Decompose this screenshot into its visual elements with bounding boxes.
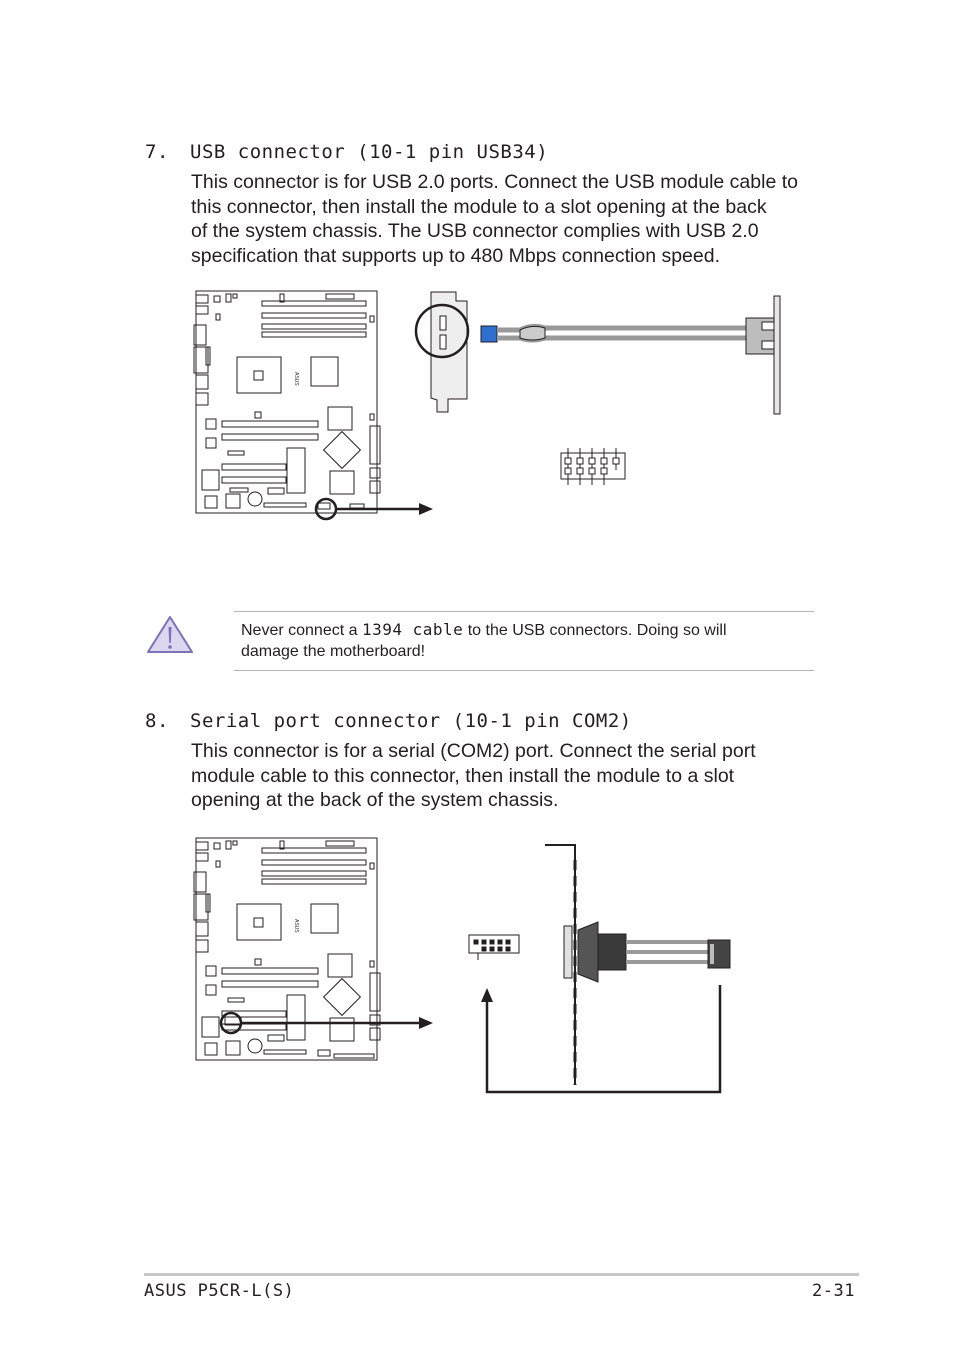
section-8-line: opening at the back of the system chassis. (191, 789, 559, 811)
svg-text:ASUS: ASUS (293, 919, 299, 933)
section-8-title: Serial port connector (10-1 pin COM2) (190, 710, 632, 732)
caution-text: Never connect a (241, 622, 362, 639)
section-7-line: This connector is for USB 2.0 ports. Connect the USB module cable to (191, 171, 798, 193)
com-bracket (545, 845, 730, 1085)
caution-text: damage the motherboard! (241, 643, 426, 660)
connection-arrow (487, 985, 720, 1092)
motherboard-layout-2 (194, 838, 380, 1060)
svg-text:ASUS: ASUS (293, 372, 299, 386)
section-7-number: 7. (145, 141, 169, 163)
section-8-line: module cable to this connector, then install the module to a slot (191, 764, 735, 787)
section-7-line: specification that supports up to 480 Mbps connection speed. (191, 244, 721, 267)
section-8-number: 8. (145, 710, 169, 732)
section-7-line: of the system chassis. The USB connector complies with USB 2.0 (191, 220, 759, 242)
caution-term: 1394 cable (361, 620, 464, 639)
caution-text: to the USB connectors. Doing so will (463, 622, 727, 639)
footer-product: ASUS P5CR-L(S) (144, 1281, 295, 1301)
section-8-line: This connector is for a serial (COM2) port. Connect the serial port (191, 740, 756, 762)
footer-page-number: 2-31 (812, 1281, 855, 1301)
footer-rule (144, 1273, 859, 1276)
com-pin-header-diagram (469, 935, 519, 960)
section-7-title: USB connector (10-1 pin USB34) (190, 141, 549, 163)
section-7-line: this connector, then install the module to a slot opening at the back (191, 195, 767, 218)
